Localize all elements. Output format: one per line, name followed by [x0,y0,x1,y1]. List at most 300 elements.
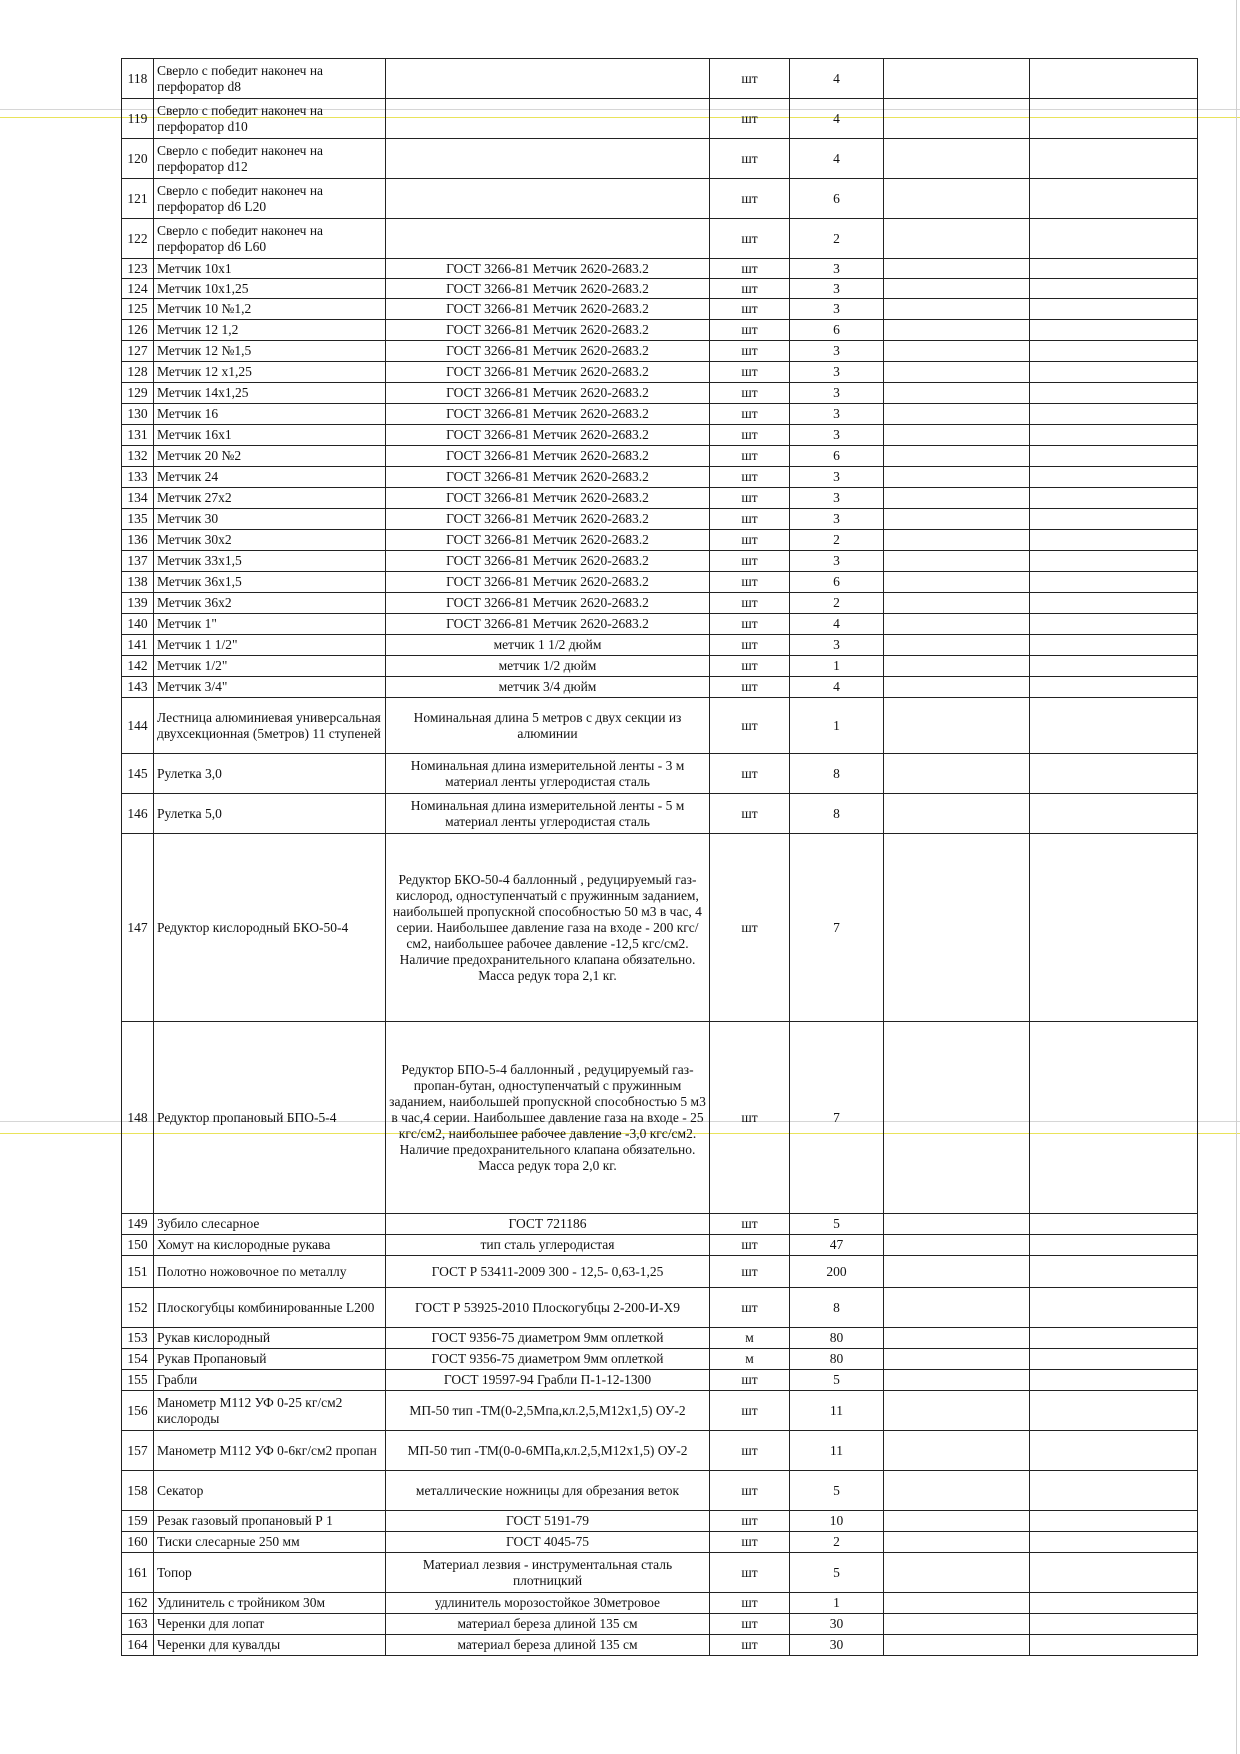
table-row [122,179,1198,219]
item-name: Метчик 36х1,5 [154,572,386,593]
item-name: Метчик 16 [154,404,386,425]
empty-total-cell [1030,279,1198,299]
empty-total-cell [1030,593,1198,614]
item-name: Редуктор пропановый БПО-5-4 [154,1022,386,1214]
item-unit: шт [710,488,790,509]
item-name: Рукав Пропановый [154,1349,386,1370]
item-specification: ГОСТ 3266-81 Метчик 2620-2683.2 [386,446,710,467]
empty-price-cell [884,834,1030,1022]
item-specification: ГОСТ 9356-75 диаметром 9мм оплеткой [386,1349,710,1370]
table-row [122,320,1198,341]
row-number: 129 [122,383,154,404]
empty-total-cell [1030,99,1198,139]
item-name: Секатор [154,1471,386,1511]
item-quantity: 5 [790,1370,884,1391]
empty-price-cell [884,1328,1030,1349]
empty-price-cell [884,59,1030,99]
table-row [122,530,1198,551]
item-specification: тип сталь углеродистая [386,1235,710,1256]
table-row [122,341,1198,362]
empty-total-cell [1030,59,1198,99]
empty-price-cell [884,593,1030,614]
item-specification: Номинальная длина 5 метров с двух секции из алюминии [386,698,710,754]
empty-price-cell [884,1471,1030,1511]
item-unit: шт [710,1553,790,1593]
empty-price-cell [884,1593,1030,1614]
item-specification: ГОСТ 19597-94 Грабли П-1-12-1300 [386,1370,710,1391]
empty-price-cell [884,1553,1030,1593]
empty-total-cell [1030,1553,1198,1593]
item-name: Сверло с победит наконеч на перфоратор d8 [154,59,386,99]
item-unit: шт [710,509,790,530]
empty-total-cell [1030,614,1198,635]
item-name: Лестница алюминиевая универсальная двухсекционная (5метров) 11 ступеней [154,698,386,754]
empty-price-cell [884,635,1030,656]
item-name: Метчик 1 1/2" [154,635,386,656]
item-unit: шт [710,59,790,99]
empty-price-cell [884,320,1030,341]
table-row [122,1391,1198,1431]
empty-price-cell [884,698,1030,754]
item-quantity: 11 [790,1431,884,1471]
table-row [122,467,1198,488]
item-name: Метчик 30 [154,509,386,530]
empty-total-cell [1030,1593,1198,1614]
item-quantity: 8 [790,794,884,834]
row-number: 143 [122,677,154,698]
row-number: 151 [122,1256,154,1288]
empty-price-cell [884,794,1030,834]
table-row [122,404,1198,425]
row-number: 122 [122,219,154,259]
item-quantity: 3 [790,259,884,279]
item-unit: шт [710,299,790,320]
item-quantity: 3 [790,467,884,488]
item-name: Черенки для кувалды [154,1635,386,1656]
item-unit: шт [710,1431,790,1471]
item-unit: шт [710,425,790,446]
item-name: Рулетка 3,0 [154,754,386,794]
table-row [122,299,1198,320]
item-specification [386,219,710,259]
item-name: Полотно ножовочное по металлу [154,1256,386,1288]
empty-total-cell [1030,446,1198,467]
row-number: 128 [122,362,154,383]
item-unit: шт [710,179,790,219]
empty-total-cell [1030,259,1198,279]
item-quantity: 5 [790,1214,884,1235]
table-row [122,572,1198,593]
table-row [122,754,1198,794]
item-quantity: 4 [790,99,884,139]
item-specification: ГОСТ 3266-81 Метчик 2620-2683.2 [386,551,710,572]
item-quantity: 47 [790,1235,884,1256]
item-name: Метчик 27х2 [154,488,386,509]
empty-price-cell [884,1431,1030,1471]
item-quantity: 30 [790,1614,884,1635]
item-quantity: 5 [790,1553,884,1593]
empty-total-cell [1030,383,1198,404]
empty-total-cell [1030,1635,1198,1656]
item-specification: ГОСТ 3266-81 Метчик 2620-2683.2 [386,341,710,362]
item-name: Зубило слесарное [154,1214,386,1235]
empty-price-cell [884,179,1030,219]
item-specification: метчик 1 1/2 дюйм [386,635,710,656]
empty-price-cell [884,341,1030,362]
item-quantity: 3 [790,425,884,446]
table-row [122,593,1198,614]
item-quantity: 8 [790,1288,884,1328]
row-number: 147 [122,834,154,1022]
item-specification: ГОСТ 3266-81 Метчик 2620-2683.2 [386,530,710,551]
table-row [122,383,1198,404]
empty-price-cell [884,1532,1030,1553]
item-specification: МП-50 тип -ТМ(0-0-6МПа,кл.2,5,М12х1,5) ОУ-2 [386,1431,710,1471]
item-specification: ГОСТ 3266-81 Метчик 2620-2683.2 [386,467,710,488]
row-number: 131 [122,425,154,446]
empty-total-cell [1030,1532,1198,1553]
row-number: 150 [122,1235,154,1256]
empty-price-cell [884,754,1030,794]
empty-price-cell [884,656,1030,677]
item-specification [386,179,710,219]
item-unit: шт [710,99,790,139]
item-unit: шт [710,1511,790,1532]
item-quantity: 2 [790,593,884,614]
item-quantity: 3 [790,341,884,362]
item-unit: шт [710,467,790,488]
empty-price-cell [884,99,1030,139]
item-specification: ГОСТ 3266-81 Метчик 2620-2683.2 [386,614,710,635]
empty-total-cell [1030,179,1198,219]
empty-price-cell [884,488,1030,509]
table-row [122,1235,1198,1256]
empty-total-cell [1030,551,1198,572]
empty-total-cell [1030,698,1198,754]
empty-total-cell [1030,530,1198,551]
table-row [122,139,1198,179]
item-unit: шт [710,593,790,614]
table-row [122,1214,1198,1235]
item-unit: шт [710,1614,790,1635]
empty-price-cell [884,362,1030,383]
row-number: 142 [122,656,154,677]
row-number: 161 [122,1553,154,1593]
table-row [122,1328,1198,1349]
item-specification [386,99,710,139]
row-number: 120 [122,139,154,179]
item-name: Хомут на кислородные рукава [154,1235,386,1256]
row-number: 149 [122,1214,154,1235]
empty-total-cell [1030,488,1198,509]
item-unit: шт [710,572,790,593]
row-number: 130 [122,404,154,425]
empty-price-cell [884,299,1030,320]
item-name: Манометр М112 УФ 0-6кг/см2 пропан [154,1431,386,1471]
row-number: 146 [122,794,154,834]
table-row [122,1635,1198,1656]
item-quantity: 3 [790,383,884,404]
item-quantity: 1 [790,698,884,754]
item-name: Метчик 3/4" [154,677,386,698]
item-specification: метчик 3/4 дюйм [386,677,710,698]
empty-price-cell [884,530,1030,551]
empty-price-cell [884,219,1030,259]
empty-total-cell [1030,1471,1198,1511]
empty-total-cell [1030,219,1198,259]
table-row [122,488,1198,509]
empty-price-cell [884,1614,1030,1635]
item-unit: шт [710,794,790,834]
empty-total-cell [1030,467,1198,488]
item-name: Метчик 36х2 [154,593,386,614]
item-name: Метчик 20 №2 [154,446,386,467]
table-row [122,1256,1198,1288]
item-unit: шт [710,404,790,425]
empty-price-cell [884,279,1030,299]
item-specification: ГОСТ 721186 [386,1214,710,1235]
item-specification: ГОСТ 3266-81 Метчик 2620-2683.2 [386,299,710,320]
empty-total-cell [1030,1391,1198,1431]
item-unit: м [710,1349,790,1370]
table-row [122,259,1198,279]
item-unit: шт [710,698,790,754]
table-row [122,1431,1198,1471]
row-number: 155 [122,1370,154,1391]
item-quantity: 4 [790,139,884,179]
item-name: Метчик 24 [154,467,386,488]
table-row [122,1370,1198,1391]
empty-price-cell [884,509,1030,530]
item-unit: шт [710,320,790,341]
row-number: 152 [122,1288,154,1328]
table-row [122,635,1198,656]
item-specification: ГОСТ Р 53411-2009 300 - 12,5- 0,63-1,25 [386,1256,710,1288]
row-number: 127 [122,341,154,362]
item-quantity: 80 [790,1349,884,1370]
empty-total-cell [1030,677,1198,698]
item-specification: метчик 1/2 дюйм [386,656,710,677]
item-unit: шт [710,341,790,362]
item-quantity: 8 [790,754,884,794]
table-row [122,362,1198,383]
table-row [122,509,1198,530]
item-specification: ГОСТ 3266-81 Метчик 2620-2683.2 [386,259,710,279]
table-row [122,219,1198,259]
empty-total-cell [1030,834,1198,1022]
item-specification: ГОСТ 3266-81 Метчик 2620-2683.2 [386,320,710,341]
item-specification: металлические ножницы для обрезания веток [386,1471,710,1511]
item-unit: шт [710,635,790,656]
table-row [122,446,1198,467]
empty-total-cell [1030,1288,1198,1328]
row-number: 125 [122,299,154,320]
row-number: 119 [122,99,154,139]
table-row [122,677,1198,698]
item-quantity: 3 [790,299,884,320]
empty-price-cell [884,1288,1030,1328]
item-quantity: 3 [790,279,884,299]
table-row [122,1593,1198,1614]
item-name: Тиски слесарные 250 мм [154,1532,386,1553]
table-row [122,834,1198,1022]
empty-price-cell [884,139,1030,179]
specification-table [121,58,1198,1656]
item-quantity: 7 [790,1022,884,1214]
item-name: Топор [154,1553,386,1593]
item-quantity: 3 [790,488,884,509]
row-number: 126 [122,320,154,341]
item-name: Метчик 10 №1,2 [154,299,386,320]
item-quantity: 2 [790,530,884,551]
item-specification: Редуктор БКО-50-4 баллонный , редуцируемый газ- кислород, одноступенчатый с пружинным заданием, наибольшей пропускной способностью 50 м3 в час, 4 серии. Наибольшее давление газа на входе - 200 кгс/см2, наибольшее рабочее давление -12,5 кгс/см2. Наличие предохранительного клапана обязательно. Масса редук тора 2,1 кг. [386,834,710,1022]
row-number: 145 [122,754,154,794]
item-unit: шт [710,1256,790,1288]
empty-total-cell [1030,139,1198,179]
item-specification: ГОСТ Р 53925-2010 Плоскогубцы 2-200-И-Х9 [386,1288,710,1328]
table-row [122,698,1198,754]
row-number: 133 [122,467,154,488]
item-quantity: 11 [790,1391,884,1431]
item-specification: ГОСТ 3266-81 Метчик 2620-2683.2 [386,362,710,383]
item-quantity: 3 [790,404,884,425]
empty-price-cell [884,259,1030,279]
empty-total-cell [1030,299,1198,320]
item-name: Удлинитель с тройником 30м [154,1593,386,1614]
item-name: Метчик 33х1,5 [154,551,386,572]
row-number: 137 [122,551,154,572]
item-specification: ГОСТ 3266-81 Метчик 2620-2683.2 [386,279,710,299]
empty-total-cell [1030,1349,1198,1370]
empty-price-cell [884,1349,1030,1370]
table-row [122,551,1198,572]
item-unit: шт [710,362,790,383]
row-number: 158 [122,1471,154,1511]
item-unit: шт [710,1370,790,1391]
row-number: 124 [122,279,154,299]
empty-price-cell [884,446,1030,467]
row-number: 139 [122,593,154,614]
empty-total-cell [1030,362,1198,383]
table-row [122,794,1198,834]
empty-total-cell [1030,320,1198,341]
item-name: Метчик 10х1,25 [154,279,386,299]
item-specification: ГОСТ 4045-75 [386,1532,710,1553]
item-quantity: 2 [790,1532,884,1553]
item-specification: ГОСТ 3266-81 Метчик 2620-2683.2 [386,488,710,509]
item-name: Метчик 10х1 [154,259,386,279]
item-specification: удлинитель морозостойкое 30метровое [386,1593,710,1614]
row-number: 134 [122,488,154,509]
item-name: Сверло с победит наконеч на перфоратор d10 [154,99,386,139]
item-unit: шт [710,279,790,299]
item-unit: шт [710,656,790,677]
empty-total-cell [1030,1431,1198,1471]
empty-price-cell [884,383,1030,404]
empty-price-cell [884,572,1030,593]
empty-price-cell [884,551,1030,572]
item-quantity: 200 [790,1256,884,1288]
table-row [122,1532,1198,1553]
row-number: 123 [122,259,154,279]
empty-total-cell [1030,1256,1198,1288]
item-quantity: 6 [790,572,884,593]
item-name: Рукав кислородный [154,1328,386,1349]
row-number: 153 [122,1328,154,1349]
row-number: 121 [122,179,154,219]
row-number: 164 [122,1635,154,1656]
item-unit: шт [710,1635,790,1656]
item-name: Метчик 30х2 [154,530,386,551]
empty-price-cell [884,1256,1030,1288]
item-specification: Материал лезвия - инструментальная сталь плотницкий [386,1553,710,1593]
row-number: 144 [122,698,154,754]
item-quantity: 2 [790,219,884,259]
item-unit: шт [710,834,790,1022]
item-specification: материал береза длиной 135 см [386,1635,710,1656]
row-number: 159 [122,1511,154,1532]
item-unit: шт [710,551,790,572]
item-unit: шт [710,259,790,279]
empty-price-cell [884,1635,1030,1656]
row-number: 141 [122,635,154,656]
empty-price-cell [884,1511,1030,1532]
item-name: Плоскогубцы комбинированные L200 [154,1288,386,1328]
empty-total-cell [1030,1370,1198,1391]
item-unit: шт [710,754,790,794]
item-unit: шт [710,446,790,467]
item-specification: ГОСТ 9356-75 диаметром 9мм оплеткой [386,1328,710,1349]
row-number: 154 [122,1349,154,1370]
row-number: 160 [122,1532,154,1553]
item-unit: шт [710,383,790,404]
item-unit: шт [710,219,790,259]
item-name: Метчик 1/2" [154,656,386,677]
empty-total-cell [1030,1214,1198,1235]
empty-total-cell [1030,1022,1198,1214]
table-row [122,614,1198,635]
table-row [122,59,1198,99]
item-specification: МП-50 тип -ТМ(0-2,5Мпа,кл.2,5,М12х1,5) ОУ-2 [386,1391,710,1431]
item-quantity: 3 [790,509,884,530]
item-specification [386,59,710,99]
empty-total-cell [1030,1328,1198,1349]
item-quantity: 30 [790,1635,884,1656]
item-quantity: 3 [790,362,884,383]
item-specification: материал береза длиной 135 см [386,1614,710,1635]
empty-total-cell [1030,794,1198,834]
row-number: 136 [122,530,154,551]
item-specification: ГОСТ 3266-81 Метчик 2620-2683.2 [386,572,710,593]
empty-total-cell [1030,754,1198,794]
item-specification: ГОСТ 3266-81 Метчик 2620-2683.2 [386,509,710,530]
empty-total-cell [1030,509,1198,530]
empty-total-cell [1030,572,1198,593]
item-unit: шт [710,1593,790,1614]
item-quantity: 1 [790,656,884,677]
item-quantity: 3 [790,551,884,572]
row-number: 157 [122,1431,154,1471]
empty-total-cell [1030,1511,1198,1532]
empty-price-cell [884,1370,1030,1391]
row-number: 132 [122,446,154,467]
item-name: Метчик 14х1,25 [154,383,386,404]
item-quantity: 6 [790,320,884,341]
empty-price-cell [884,1235,1030,1256]
item-unit: шт [710,614,790,635]
item-unit: шт [710,1391,790,1431]
table-row [122,1553,1198,1593]
